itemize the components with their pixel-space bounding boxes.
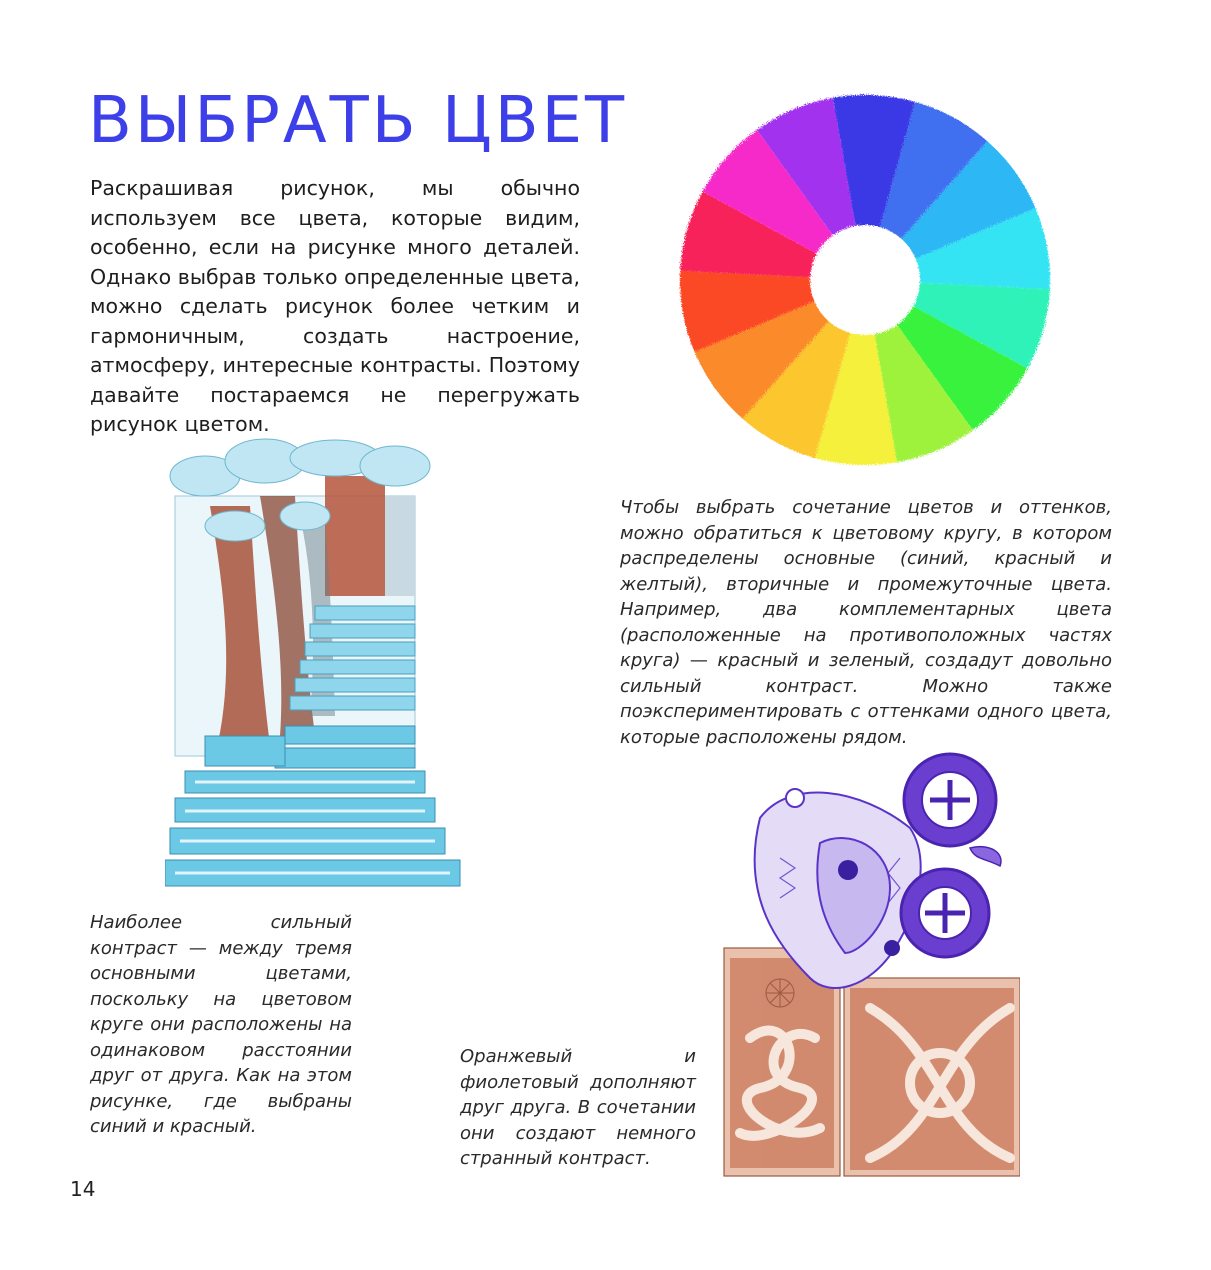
- page-title: ВЫБРАТЬ ЦВЕТ: [88, 84, 628, 158]
- intro-paragraph: Раскрашивая рисунок, мы обычно используем все цвета, которые видим, особенно, если на рисунке много деталей. Однако выбрав только определенные цвета, можно сделать рисунок более четким и гармоничным, создать настроение, атмосферу, интересные контрасты. Поэтому давайте постараемся не перегружать рисунок цветом.: [90, 176, 580, 436]
- color-wheel-illustration: [672, 90, 1058, 476]
- stairs-caption: Наиболее сильный контраст — между тремя основными цветами, поскольку на цветовом круге они расположены на одинаковом расстоянии друг от друга. Как на этом рисунке, где выбраны синий и красный.: [90, 912, 352, 1137]
- ornament-drawing: [720, 748, 1020, 1180]
- ornament-caption: Оранжевый и фиолетовый дополняют друг друга. В сочетании они создают немного странный контраст.: [460, 1046, 696, 1169]
- color-wheel-caption: Чтобы выбрать сочетание цветов и оттенков, можно обратиться к цветовому кругу, в котором распределены основные (синий, красный и желтый), вторичные и промежуточные цвета. Например, два комплементарных цвета (расположенные на противоположных частях круга) — красный и зеленый, создадут довольно сильный контраст. Можно также поэкспериментировать с оттенками одного цвета, которые расположены рядом.: [620, 497, 1112, 748]
- page-number: 14: [70, 1177, 96, 1201]
- stairs-drawing: [165, 436, 463, 888]
